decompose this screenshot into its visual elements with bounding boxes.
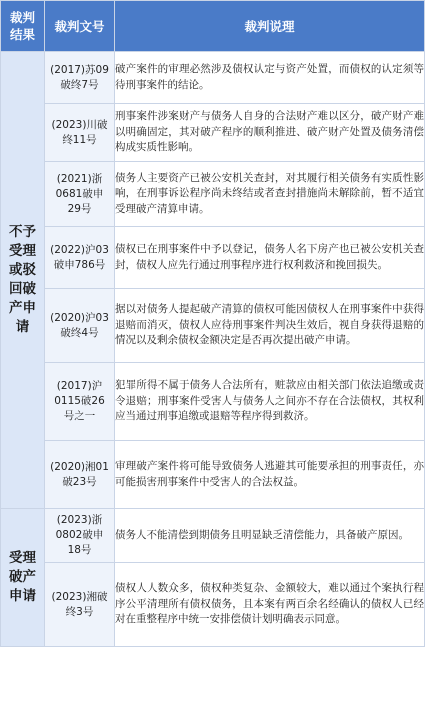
group-label-line: 请 [15,319,30,335]
case-number-line: 号之一 [63,410,96,422]
case-number-line: 18号 [67,544,92,556]
case-number [45,227,115,289]
table-row [1,227,425,289]
case-number-line: (2023)川破 [51,118,108,131]
group-label-line: 不予 [9,224,36,240]
case-number-line: (2017)沪 [56,380,103,392]
case-number-line: 破申786号 [53,258,106,271]
case-number-line: 0802破申 [55,529,104,541]
table-row [1,162,425,227]
reasoning: 犯罪所得不属于债务人合法所有，赃款应由相关部门依法追缴或责令退赔；刑事案件受害人与债务人之间亦不存在合法债权，其权利应当通过刑事追缴或退赔等程序得到救济。 [115,363,425,441]
case-number-line: 终3号 [65,605,94,618]
table-row [1,289,425,363]
case-number [45,441,115,509]
case-number [45,104,115,162]
case-number-line: 0115破26 [54,395,105,407]
reasoning: 债务人主要资产已被公安机关查封，对其履行相关债务有实质性影响，在刑事诉讼程序尚未终结或者查封措施尚未解除前，暂不适宜受理破产清算申请。 [115,162,425,227]
table-row [1,363,425,441]
group-label-accept [1,509,45,647]
case-number-line: 0681破申 [55,187,104,200]
case-number [45,289,115,363]
group-label-line: 破产 [9,569,36,585]
reasoning: 破产案件的审理必然涉及债权认定与资产处置，而债权的认定须等待刑事案件的结论。 [115,52,425,104]
table-row [1,441,425,509]
group-label-line: 产申 [9,300,36,316]
case-number-line: (2017)苏09 [50,63,109,76]
case-number-line: (2020)沪03 [50,311,109,324]
header-result-line: 裁判 [9,10,35,25]
reasoning: 债权人人数众多，债权种类复杂、金额较大，难以通过个案执行程序公平清理所有债权债务，且本案有两百余名经确认的债权人已经对在重整程序中统一安排偿债计划明确表示同意。 [115,563,425,647]
header-result-line: 结果 [9,27,35,42]
case-number-line: 破23号 [62,475,97,488]
table-row [1,509,425,563]
header-case-number: 裁判文号 [45,1,115,52]
group-label-line: 受理 [9,243,36,259]
group-label-line: 或驳 [9,262,36,278]
case-number-line: 终11号 [62,133,97,146]
reasoning: 据以对债务人提起破产清算的债权可能因债权人在刑事案件中获得退赔而消灭，债权人应待刑事案件判决生效后，视自身获得退赔的情况以及剩余债权金额决定是否再次提出破产申请。 [115,289,425,363]
case-number [45,563,115,647]
case-number-line: 29号 [67,202,92,215]
header-reasoning: 裁判说理 [115,1,425,52]
reasoning: 审理破产案件将可能导致债务人逃避其可能要承担的刑事责任，亦可能损害刑事案件中受害人的合法权益。 [115,441,425,509]
case-number-line: (2022)沪03 [50,243,109,256]
table-header-row [1,1,425,52]
header-result [1,1,45,52]
group-label-line: 受理 [9,550,36,566]
table-row [1,563,425,647]
group-label-reject [1,52,45,509]
case-number-line: 破终4号 [60,326,99,339]
case-number-line: (2021)浙 [56,172,103,185]
reasoning: 债务人不能清偿到期债务且明显缺乏清偿能力，具备破产原因。 [115,509,425,563]
case-number [45,52,115,104]
case-number-line: 破终7号 [60,78,99,91]
case-number [45,509,115,563]
case-number [45,162,115,227]
case-number [45,363,115,441]
case-number-line: (2020)湘01 [50,460,109,473]
reasoning: 刑事案件涉案财产与债务人自身的合法财产难以区分，破产财产难以明确固定，其对破产程序的顺利推进、破产财产处置及债务清偿构成实质性影响。 [115,104,425,162]
group-label-line: 申请 [9,588,36,604]
case-number-line: (2023)浙 [56,514,103,526]
reasoning: 债权已在刑事案件中予以登记，债务人名下房产也已被公安机关查封，债权人应先行通过刑事程序进行权利救济和挽回损失。 [115,227,425,289]
table-row [1,104,425,162]
case-number-line: (2023)湘破 [51,590,108,603]
group-label-line: 回破 [9,281,36,297]
table-row [1,52,425,104]
